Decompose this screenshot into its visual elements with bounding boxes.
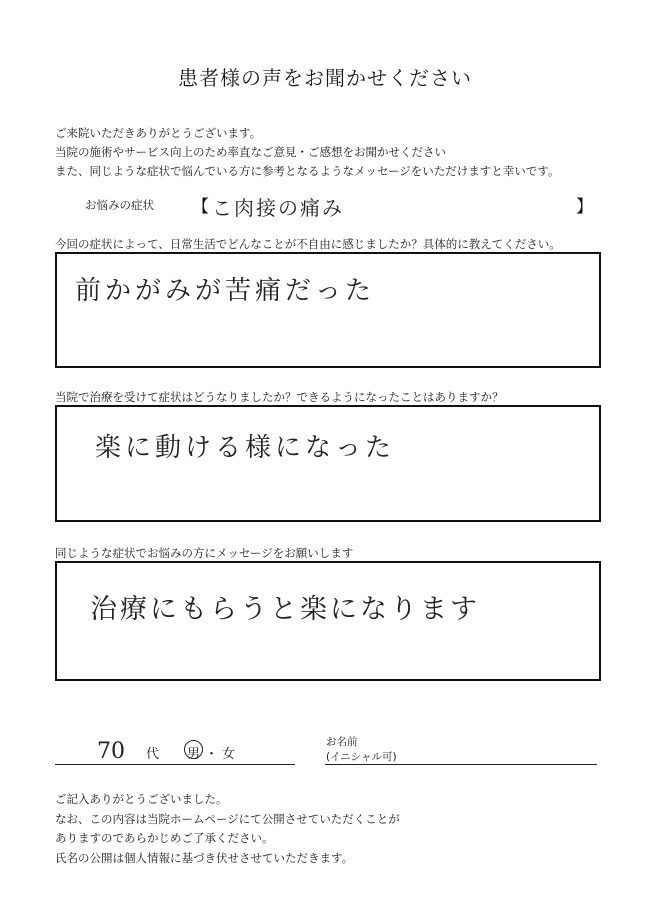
symptom-answer: こ肉接の痛み <box>212 196 344 220</box>
intro-line: 当院の施術やサービス向上のため率直なご意見・ご感想をお聞かせください <box>55 145 446 159</box>
question-3-answer-box <box>55 561 601 681</box>
name-label: お名前 <box>326 736 358 748</box>
gender-male: 男 <box>187 747 201 762</box>
closing-line: 氏名の公開は個人情報に基づき伏せさせていただきます。 <box>55 850 354 865</box>
symptom-bracket-close: 】 <box>576 197 593 217</box>
age-value: 70 <box>97 739 125 764</box>
question-2-answer-box <box>55 405 601 522</box>
gender-separator: ・ <box>205 747 219 762</box>
closing-line: なお、この内容は当院ホームページにて公開させていただくことが <box>55 811 400 826</box>
question-2-label: 当院で治療を受けて症状はどうなりましたか？できるようになったことはありますか？ <box>55 390 504 404</box>
age-underline <box>55 764 295 765</box>
name-label-note: (イニシャル可) <box>326 751 397 763</box>
question-1-answer: 前かがみが苦痛だった <box>75 276 376 306</box>
intro-line: ご来院いただきありがとうございます。 <box>55 126 262 140</box>
gender-female: 女 <box>222 747 236 762</box>
question-3-answer: 治療にもらうと楽になります <box>90 594 480 625</box>
symptom-label: お悩みの症状 <box>85 198 154 212</box>
name-underline <box>325 764 597 765</box>
question-3-label: 同じような症状でお悩みの方にメッセージをお願いします <box>55 546 354 560</box>
closing-text <box>55 790 400 868</box>
intro-line: また、同じような症状で悩んでいる方に参考となるようなメッセージをいただけますと幸いです。 <box>55 164 560 178</box>
age-suffix: 代 <box>146 747 160 762</box>
closing-line: ありますのであらかじめご了承ください。 <box>55 831 274 845</box>
question-1-label: 今回の症状によって、日常生活でどんなことが不自由に感じましたか？具体的に教えてください。 <box>55 237 561 251</box>
question-1-answer-box <box>55 252 601 368</box>
intro-text <box>55 124 559 181</box>
symptom-bracket-open: 【 <box>192 197 209 217</box>
question-2-answer: 楽に動ける様になった <box>95 433 396 463</box>
closing-line: ご記入ありがとうございました。 <box>55 792 228 806</box>
page-title: 患者様の声をお聞かせください <box>178 66 472 90</box>
